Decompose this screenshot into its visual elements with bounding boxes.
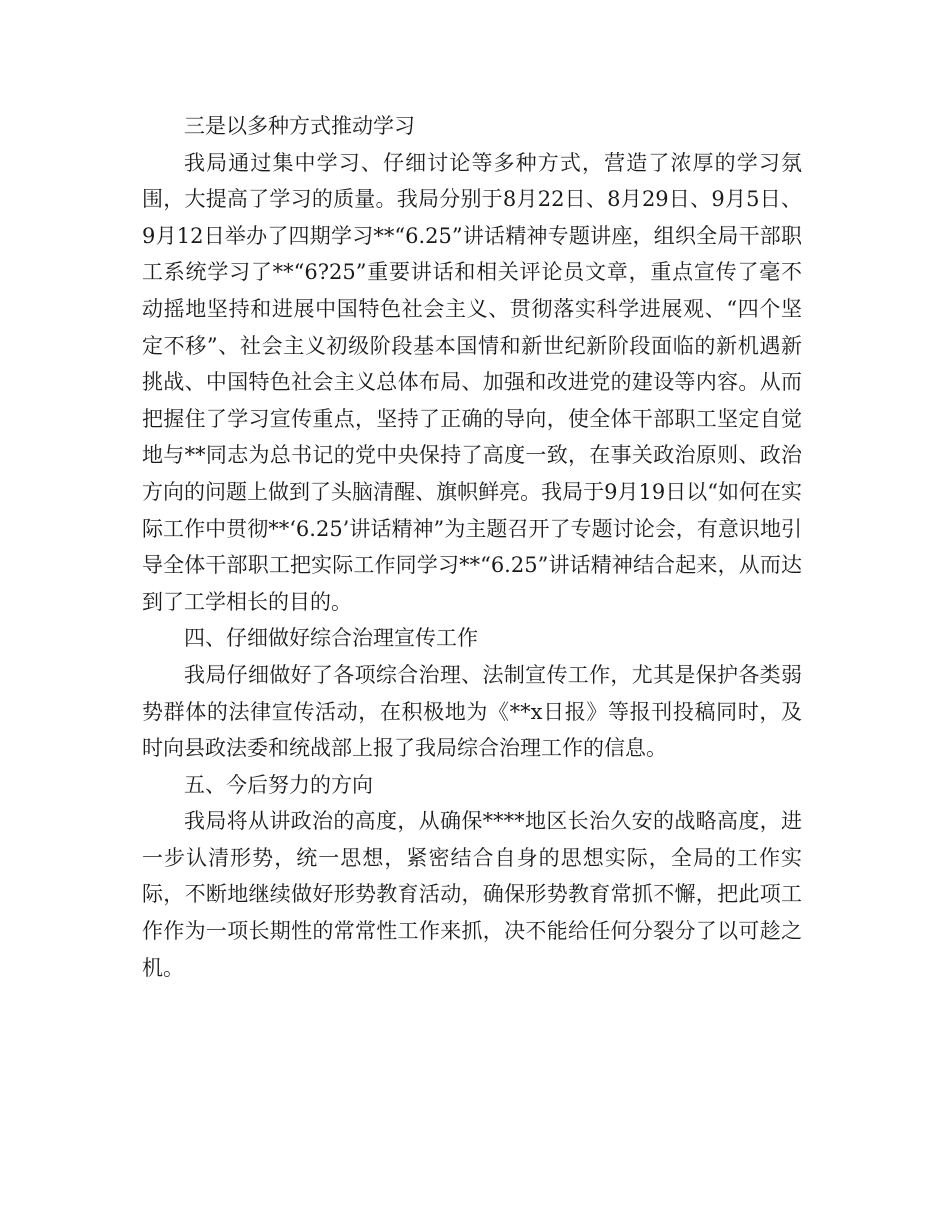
section-heading-study-methods: 三是以多种方式推动学习	[184, 114, 415, 138]
section-heading-comprehensive-governance: 四、仔细做好综合治理宣传工作	[184, 626, 478, 651]
paragraph-study-activities: 我局通过集中学习、仔细讨论等多种方式，营造了浓厚的学习氛围，大提高了学习的质量。我局分别于8月22日、8月29日、9月5日、9月12日举办了四期学习**“6.25”讲话精神专题讲座，组织全局干部职工系统学习了**“6?25”重要讲话和相关评论员文章，重点宣传了毫不动摇地坚持和进展中国特色社会主义、贯彻落实科学进展观、“四个坚定不移”、社会主义初级阶段基本国情和新世纪新阶段面临的新机遇新挑战、中国特色社会主义总体布局、加强和改进党的建设等内容。从而把握住了学习宣传重点，坚持了正确的导向，使全体干部职工坚定自觉地与**同志为总书记的党中央保持了高度一致，在事关政治原则、政治方向的问题上做到了头脑清醒、旗帜鲜亮。我局于9月19日以“如何在实际工作中贯彻**‘6.25’讲话精神”为主题召开了专题讨论会，有意识地引导全体干部职工把实际工作同学习**“6.25”讲话精神结合起来，从而达到了工学相长的目的。	[142, 150, 802, 614]
document-body	[142, 108, 802, 986]
paragraph-future-direction: 我局将从讲政治的高度，从确保****地区长治久安的战略高度，进一步认清形势，统一思想，紧密结合自身的思想实际，全局的工作实际，不断地继续做好形势教育活动，确保形势教育常抓不懈，把此项工作作为一项长期性的常常性工作来抓，决不能给任何分裂分了以可趁之机。	[142, 809, 802, 980]
section-heading-future-direction: 五、今后努力的方向	[184, 772, 373, 797]
paragraph-governance-work: 我局仔细做好了各项综合治理、法制宣传工作，尤其是保护各类弱势群体的法律宣传活动，在积极地为《**x日报》等报刊投稿同时，及时向县政法委和统战部上报了我局综合治理工作的信息。	[142, 662, 802, 761]
